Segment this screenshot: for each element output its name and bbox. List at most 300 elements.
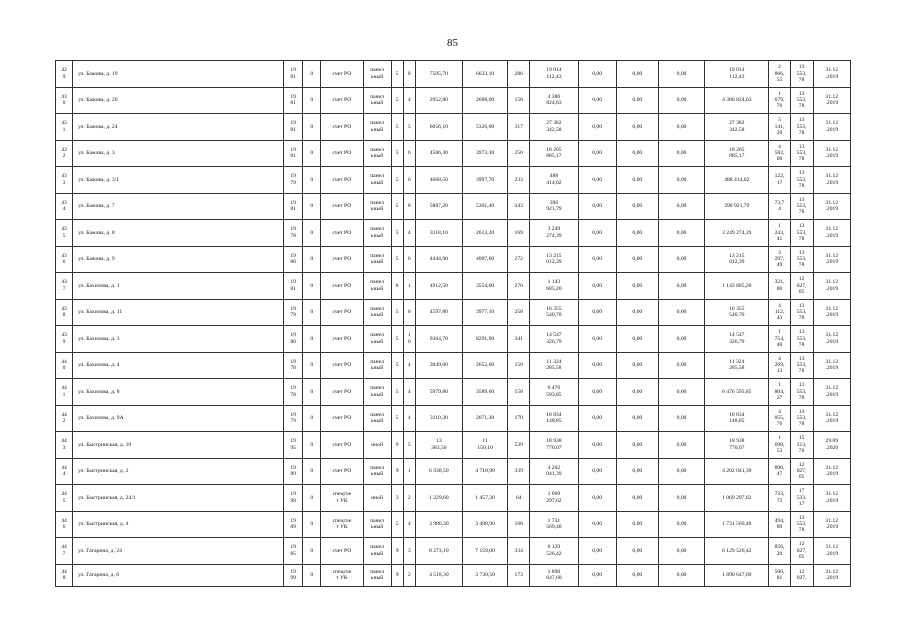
table-row <box>56 538 851 565</box>
row-number: 44 3 <box>56 432 73 459</box>
per-m2-cell: 890, 47 <box>769 458 790 485</box>
per-m2-cell: 494, 89 <box>769 511 790 538</box>
area-living-cell: 3973,30 <box>462 140 507 167</box>
per-m2-cell: 122, 17 <box>769 167 790 194</box>
zero-cell: 0 <box>303 87 321 114</box>
table-row <box>56 167 851 194</box>
sum-cell: 488 414,02 <box>705 167 769 194</box>
material-cell: панел ьный <box>363 564 391 586</box>
fund-cell: спецсче т УК <box>321 511 363 538</box>
limit-cell: 13 553, 78 <box>790 511 813 538</box>
entrances-cell: 4 <box>403 511 415 538</box>
area-total-cell: 4444,90 <box>415 246 462 273</box>
value3-cell: 0,00 <box>658 220 704 247</box>
address-cell: ул. Бахилова, д. 9А <box>73 405 284 432</box>
value2-cell: 0,00 <box>616 352 658 379</box>
table-row <box>56 352 851 379</box>
area-total-cell: 3118,10 <box>415 220 462 247</box>
area-total-cell: 6 338,50 <box>415 458 462 485</box>
cost-cell: 1 069 297,62 <box>530 485 578 512</box>
row-number: 43 4 <box>56 193 73 220</box>
date-cell: 31.12 .2019 <box>813 326 850 353</box>
residents-cell: 258 <box>508 299 530 326</box>
value1-cell: 0,00 <box>578 564 616 586</box>
sum-cell: 3 249 274,39 <box>705 220 769 247</box>
material-cell: панел ьный <box>363 379 391 406</box>
entrances-cell: 1 <box>403 458 415 485</box>
zero-cell: 0 <box>303 193 321 220</box>
floors-cell: 9 <box>391 458 403 485</box>
table-row <box>56 114 851 141</box>
material-cell: панел ьный <box>363 114 391 141</box>
cost-cell: 11 324 285,58 <box>530 352 578 379</box>
fund-cell: счет РО <box>321 220 363 247</box>
value3-cell: 0,00 <box>658 538 704 565</box>
value3-cell: 0,00 <box>658 140 704 167</box>
residents-cell: 334 <box>508 538 530 565</box>
table-row <box>56 432 851 459</box>
table-row <box>56 511 851 538</box>
address-cell: ул. Бажова, д. 8 <box>73 220 284 247</box>
housing-register-table <box>55 60 851 587</box>
address-cell: ул. Бахилова, д. 11 <box>73 299 284 326</box>
row-number: 43 7 <box>56 273 73 300</box>
year-cell: 19 78 <box>284 220 303 247</box>
date-cell: 31.12 .2019 <box>813 87 850 114</box>
zero-cell: 0 <box>303 485 321 512</box>
floors-cell: 5 <box>391 352 403 379</box>
area-total-cell: 4668,50 <box>415 167 462 194</box>
limit-cell: 13 553, 78 <box>790 379 813 406</box>
address-cell: ул. Бажова, д. 3 <box>73 140 284 167</box>
area-living-cell: 2652,60 <box>462 352 507 379</box>
value1-cell: 0,00 <box>578 485 616 512</box>
fund-cell: счет РО <box>321 114 363 141</box>
sum-cell: 4 202 041,39 <box>705 458 769 485</box>
value2-cell: 0,00 <box>616 538 658 565</box>
limit-cell: 13 553, 78 <box>790 167 813 194</box>
material-cell: панел ьный <box>363 273 391 300</box>
floors-cell: 5 <box>391 326 403 353</box>
sum-cell: 6 476 593,85 <box>705 379 769 406</box>
year-cell: 19 79 <box>284 167 303 194</box>
floors-cell: 5 <box>391 220 403 247</box>
value3-cell: 0,00 <box>658 379 704 406</box>
material-cell: панел ьный <box>363 405 391 432</box>
area-living-cell: 3 498,90 <box>462 511 507 538</box>
entrances-cell: 6 <box>403 299 415 326</box>
material-cell: панел ьный <box>363 538 391 565</box>
zero-cell: 0 <box>303 405 321 432</box>
area-living-cell: 3554,00 <box>462 273 507 300</box>
value1-cell: 0,00 <box>578 246 616 273</box>
year-cell: 19 81 <box>284 61 303 88</box>
sum-cell: 14 547 326,79 <box>705 326 769 353</box>
zero-cell: 0 <box>303 220 321 247</box>
cost-cell: 18 205 885,17 <box>530 140 578 167</box>
limit-cell: 12 027, 05 <box>790 458 813 485</box>
area-total-cell: 9364,70 <box>415 326 462 353</box>
row-number: 43 2 <box>56 140 73 167</box>
address-cell: ул. Бахилова, д. 1 <box>73 273 284 300</box>
value2-cell: 0,00 <box>616 61 658 88</box>
value3-cell: 0,00 <box>658 61 704 88</box>
cost-cell: 4 202 041,39 <box>530 458 578 485</box>
area-total-cell: 3 986,30 <box>415 511 462 538</box>
value1-cell: 0,00 <box>578 432 616 459</box>
per-m2-cell: 856, 20 <box>769 538 790 565</box>
cost-cell: 14 547 326,79 <box>530 326 578 353</box>
value1-cell: 0,00 <box>578 458 616 485</box>
year-cell: 19 81 <box>284 140 303 167</box>
zero-cell: 0 <box>303 564 321 586</box>
row-number: 43 8 <box>56 299 73 326</box>
row-number: 44 6 <box>56 511 73 538</box>
sum-cell: 19 014 112,43 <box>705 61 769 88</box>
per-m2-cell: 3 297, 49 <box>769 246 790 273</box>
residents-cell: 539 <box>508 432 530 459</box>
entrances-cell: 4 <box>403 405 415 432</box>
value3-cell: 0,00 <box>658 405 704 432</box>
area-living-cell: 3 730,50 <box>462 564 507 586</box>
table-row <box>56 246 851 273</box>
value2-cell: 0,00 <box>616 432 658 459</box>
cost-cell: 1 143 685,20 <box>530 273 578 300</box>
table-row <box>56 273 851 300</box>
residents-cell: 339 <box>508 458 530 485</box>
sum-cell: 1 143 685,20 <box>705 273 769 300</box>
address-cell: ул. Быстринская, д. 24/1 <box>73 485 284 512</box>
date-cell: 31.12 .2019 <box>813 511 850 538</box>
address-cell: ул. Быстринская, д. 10 <box>73 432 284 459</box>
entrances-cell: 8 <box>403 61 415 88</box>
year-cell: 19 89 <box>284 458 303 485</box>
fund-cell: счет РО <box>321 193 363 220</box>
material-cell: панел ьный <box>363 299 391 326</box>
sum-cell: 27 382 342,58 <box>705 114 769 141</box>
area-living-cell: 3589,60 <box>462 379 507 406</box>
table-body <box>56 61 851 587</box>
limit-cell: 15 313, 76 <box>790 432 813 459</box>
fund-cell: счет РО <box>321 458 363 485</box>
year-cell: 19 89 <box>284 511 303 538</box>
value1-cell: 0,00 <box>578 273 616 300</box>
material-cell: панел ьный <box>363 511 391 538</box>
value1-cell: 0,00 <box>578 220 616 247</box>
date-cell: 31.12 .2019 <box>813 167 850 194</box>
row-number: 43 3 <box>56 167 73 194</box>
value2-cell: 0,00 <box>616 379 658 406</box>
per-m2-cell: 4 112, 43 <box>769 299 790 326</box>
value2-cell: 0,00 <box>616 114 658 141</box>
table-row <box>56 140 851 167</box>
year-cell: 19 81 <box>284 87 303 114</box>
value2-cell: 0,00 <box>616 564 658 586</box>
row-number: 43 5 <box>56 220 73 247</box>
year-cell: 19 79 <box>284 299 303 326</box>
residents-cell: 158 <box>508 379 530 406</box>
value2-cell: 0,00 <box>616 458 658 485</box>
entrances-cell: 1 <box>403 273 415 300</box>
sum-cell: 390 921,79 <box>705 193 769 220</box>
limit-cell: 13 553, 78 <box>790 193 813 220</box>
value3-cell: 0,00 <box>658 299 704 326</box>
per-m2-cell: 1 804, 27 <box>769 379 790 406</box>
entrances-cell: 6 <box>403 246 415 273</box>
limit-cell: 13 553, 78 <box>790 352 813 379</box>
per-m2-cell: 1 754, 40 <box>769 326 790 353</box>
sum-cell: 18 938 770,07 <box>705 432 769 459</box>
area-living-cell: 1 457,30 <box>462 485 507 512</box>
fund-cell: счет РО <box>321 167 363 194</box>
per-m2-cell: 4 055, 76 <box>769 405 790 432</box>
limit-cell: 17 533, 17 <box>790 485 813 512</box>
value2-cell: 0,00 <box>616 167 658 194</box>
cost-cell: 6 476 593,85 <box>530 379 578 406</box>
area-living-cell: 2613,20 <box>462 220 507 247</box>
material-cell: панел ьный <box>363 140 391 167</box>
residents-cell: 168 <box>508 511 530 538</box>
cost-cell: 19 014 112,43 <box>530 61 578 88</box>
area-living-cell: 2608,00 <box>462 87 507 114</box>
area-living-cell: 4 718,90 <box>462 458 507 485</box>
material-cell: панел ьный <box>363 220 391 247</box>
sum-cell: 6 129 526,42 <box>705 538 769 565</box>
cost-cell: 1 890 647,60 <box>530 564 578 586</box>
residents-cell: 317 <box>508 114 530 141</box>
value3-cell: 0,00 <box>658 114 704 141</box>
area-total-cell: 5979,80 <box>415 379 462 406</box>
value2-cell: 0,00 <box>616 246 658 273</box>
value2-cell: 0,00 <box>616 326 658 353</box>
cost-cell: 1 731 569,40 <box>530 511 578 538</box>
value3-cell: 0,00 <box>658 511 704 538</box>
table-row <box>56 379 851 406</box>
area-total-cell: 3049,00 <box>415 352 462 379</box>
floors-cell: 3 <box>391 485 403 512</box>
floors-cell: 5 <box>391 140 403 167</box>
address-cell: ул. Гагарина, д. 6 <box>73 564 284 586</box>
fund-cell: счет РО <box>321 379 363 406</box>
cost-cell: 390 921,79 <box>530 193 578 220</box>
entrances-cell: 2 <box>403 564 415 586</box>
entrances-cell: 4 <box>403 87 415 114</box>
area-total-cell: 2952,80 <box>415 87 462 114</box>
address-cell: ул. Бажова, д. 7 <box>73 193 284 220</box>
address-cell: ул. Быстринская, д. 4 <box>73 511 284 538</box>
value1-cell: 0,00 <box>578 405 616 432</box>
year-cell: 19 85 <box>284 538 303 565</box>
entrances-cell: 4 <box>403 352 415 379</box>
date-cell: 31.12 .2019 <box>813 61 850 88</box>
area-total-cell: 5887,20 <box>415 193 462 220</box>
fund-cell: счет РО <box>321 405 363 432</box>
value2-cell: 0,00 <box>616 511 658 538</box>
table-row <box>56 220 851 247</box>
area-total-cell: 8 273,10 <box>415 538 462 565</box>
sum-cell: 1 731 569,40 <box>705 511 769 538</box>
zero-cell: 0 <box>303 326 321 353</box>
material-cell: панел ьный <box>363 193 391 220</box>
material-cell: панел ьный <box>363 458 391 485</box>
area-living-cell: 8291,90 <box>462 326 507 353</box>
address-cell: ул. Бажова, д. 20 <box>73 87 284 114</box>
row-number: 44 2 <box>56 405 73 432</box>
fund-cell: счет РО <box>321 538 363 565</box>
address-cell: ул. Бажова, д. 24 <box>73 114 284 141</box>
floors-cell: 5 <box>391 114 403 141</box>
date-cell: 31.12 .2019 <box>813 246 850 273</box>
fund-cell: спецсче т УК <box>321 485 363 512</box>
cost-cell: 16 355 540,70 <box>530 299 578 326</box>
cost-cell: 18 938 770,07 <box>530 432 578 459</box>
row-number: 43 0 <box>56 87 73 114</box>
limit-cell: 13 553, 78 <box>790 140 813 167</box>
date-cell: 31.12 .2019 <box>813 352 850 379</box>
area-living-cell: 3997,70 <box>462 167 507 194</box>
entrances-cell: 4 <box>403 379 415 406</box>
area-total-cell: 4586,30 <box>415 140 462 167</box>
per-m2-cell: 1 243, 41 <box>769 220 790 247</box>
entrances-cell: 4 <box>403 220 415 247</box>
material-cell: иной <box>363 485 391 512</box>
material-cell: панел ьный <box>363 352 391 379</box>
value3-cell: 0,00 <box>658 87 704 114</box>
date-cell: 29.09 .2020 <box>813 432 850 459</box>
sum-cell: 18 205 885,17 <box>705 140 769 167</box>
area-total-cell: 1 229,60 <box>415 485 462 512</box>
row-number: 42 9 <box>56 61 73 88</box>
value3-cell: 0,00 <box>658 352 704 379</box>
per-m2-cell: 2 866, 55 <box>769 61 790 88</box>
cost-cell: 13 215 012,39 <box>530 246 578 273</box>
fund-cell: счет РО <box>321 432 363 459</box>
limit-cell: 13 553, 78 <box>790 220 813 247</box>
entrances-cell: 3 <box>403 538 415 565</box>
year-cell: 19 78 <box>284 352 303 379</box>
cost-cell: 4 380 824,63 <box>530 87 578 114</box>
material-cell: панел ьный <box>363 326 391 353</box>
value2-cell: 0,00 <box>616 220 658 247</box>
area-total-cell: 6056,10 <box>415 114 462 141</box>
entrances-cell: 6 <box>403 140 415 167</box>
year-cell: 19 81 <box>284 193 303 220</box>
limit-cell: 13 553, 78 <box>790 114 813 141</box>
area-total-cell: 3110,30 <box>415 405 462 432</box>
floors-cell: 5 <box>391 61 403 88</box>
address-cell: ул. Бахилова, д. 8 <box>73 379 284 406</box>
floors-cell: 5 <box>391 511 403 538</box>
floors-cell: 5 <box>391 193 403 220</box>
cost-cell: 488 414,02 <box>530 167 578 194</box>
residents-cell: 156 <box>508 352 530 379</box>
area-living-cell: 4007,60 <box>462 246 507 273</box>
entrances-cell: 5 <box>403 432 415 459</box>
fund-cell: счет РО <box>321 273 363 300</box>
zero-cell: 0 <box>303 299 321 326</box>
entrances-cell: 1 0 <box>403 326 415 353</box>
sum-cell: 10 834 148,85 <box>705 405 769 432</box>
value2-cell: 0,00 <box>616 140 658 167</box>
fund-cell: счет РО <box>321 326 363 353</box>
zero-cell: 0 <box>303 432 321 459</box>
residents-cell: 250 <box>508 140 530 167</box>
year-cell: 19 78 <box>284 379 303 406</box>
table-row <box>56 564 851 586</box>
address-cell: ул. Гагарина, д. 24 <box>73 538 284 565</box>
area-total-cell: 7505,70 <box>415 61 462 88</box>
per-m2-cell: 506, 81 <box>769 564 790 586</box>
value1-cell: 0,00 <box>578 511 616 538</box>
table-row <box>56 485 851 512</box>
zero-cell: 0 <box>303 246 321 273</box>
limit-cell: 13 553, 78 <box>790 299 813 326</box>
row-number: 43 9 <box>56 326 73 353</box>
year-cell: 19 99 <box>284 564 303 586</box>
entrances-cell: 8 <box>403 193 415 220</box>
value1-cell: 0,00 <box>578 140 616 167</box>
area-living-cell: 3977,10 <box>462 299 507 326</box>
table-row <box>56 458 851 485</box>
per-m2-cell: 733, 75 <box>769 485 790 512</box>
zero-cell: 0 <box>303 167 321 194</box>
value1-cell: 0,00 <box>578 379 616 406</box>
floors-cell: 8 <box>391 273 403 300</box>
limit-cell: 13 553, 78 <box>790 87 813 114</box>
residents-cell: 341 <box>508 326 530 353</box>
limit-cell: 12 027, 05 <box>790 538 813 565</box>
fund-cell: счет РО <box>321 87 363 114</box>
zero-cell: 0 <box>303 511 321 538</box>
floors-cell: 5 <box>391 379 403 406</box>
residents-cell: 158 <box>508 87 530 114</box>
residents-cell: 173 <box>508 564 530 586</box>
zero-cell: 0 <box>303 379 321 406</box>
entrances-cell: 2 <box>403 485 415 512</box>
row-number: 44 1 <box>56 379 73 406</box>
fund-cell: счет РО <box>321 140 363 167</box>
floors-cell: 5 <box>391 167 403 194</box>
zero-cell: 0 <box>303 458 321 485</box>
residents-cell: 170 <box>508 405 530 432</box>
area-total-cell: 13 383,50 <box>415 432 462 459</box>
row-number: 44 8 <box>56 564 73 586</box>
row-number: 44 4 <box>56 458 73 485</box>
floors-cell: 9 <box>391 538 403 565</box>
material-cell: панел ьный <box>363 87 391 114</box>
per-m2-cell: 1 698, 53 <box>769 432 790 459</box>
row-number: 44 7 <box>56 538 73 565</box>
area-living-cell: 11 150,10 <box>462 432 507 459</box>
floors-cell: 5 <box>391 299 403 326</box>
value3-cell: 0,00 <box>658 167 704 194</box>
table-row <box>56 326 851 353</box>
date-cell: 31.12 .2019 <box>813 538 850 565</box>
value1-cell: 0,00 <box>578 299 616 326</box>
value1-cell: 0,00 <box>578 193 616 220</box>
year-cell: 19 81 <box>284 273 303 300</box>
area-total-cell: 4912,50 <box>415 273 462 300</box>
value3-cell: 0,00 <box>658 193 704 220</box>
date-cell: 31.12 .2019 <box>813 299 850 326</box>
value1-cell: 0,00 <box>578 61 616 88</box>
area-total-cell: 4597,80 <box>415 299 462 326</box>
address-cell: ул. Бажова, д. 3/1 <box>73 167 284 194</box>
zero-cell: 0 <box>303 538 321 565</box>
per-m2-cell: 73,7 4 <box>769 193 790 220</box>
address-cell: ул. Быстринская, д. 2 <box>73 458 284 485</box>
value2-cell: 0,00 <box>616 405 658 432</box>
